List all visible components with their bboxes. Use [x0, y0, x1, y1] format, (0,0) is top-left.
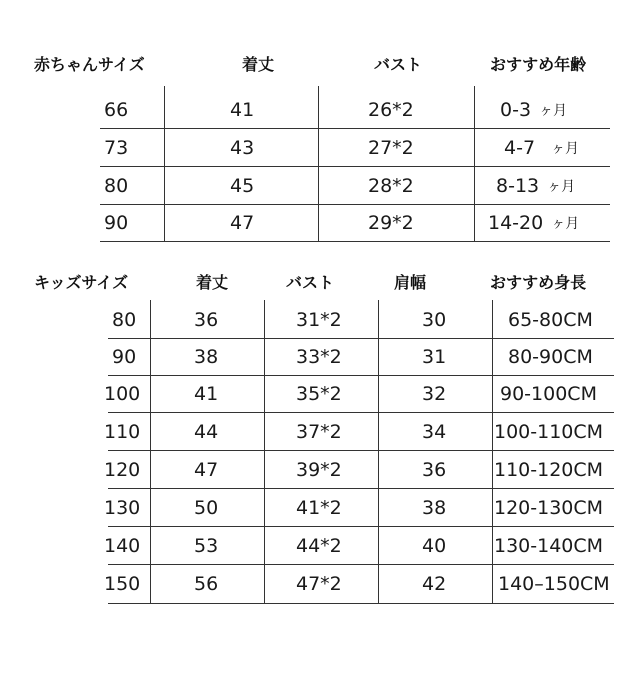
kids-shoulder-cell: 36	[422, 458, 447, 481]
table-row	[100, 205, 610, 241]
baby-age-cell	[496, 168, 575, 204]
kids-bust-cell: 31*2	[296, 309, 342, 331]
baby-age-unit: ヶ月	[551, 216, 580, 232]
table-row	[100, 451, 614, 488]
baby-row-divider	[100, 166, 610, 167]
baby-age-unit: ヶ月	[539, 103, 568, 119]
kids-length-cell: 47	[194, 458, 219, 481]
baby-length-cell: 47	[230, 212, 255, 234]
baby-row-divider	[100, 241, 610, 242]
kids-header-height: おすすめ身長	[490, 273, 587, 292]
kids-header-bust: バスト	[286, 273, 335, 292]
baby-bust-cell: 26*2	[368, 99, 414, 121]
kids-shoulder-cell: 34	[422, 420, 447, 443]
kids-height-cell: 65-80CM	[508, 309, 593, 331]
kids-shoulder-cell: 31	[422, 346, 447, 368]
baby-age-value: 8-13	[496, 175, 540, 197]
table-row	[100, 565, 614, 603]
kids-header-size: キッズサイズ	[34, 273, 129, 292]
baby-size-table	[100, 86, 610, 242]
baby-length-cell: 43	[230, 137, 255, 159]
kids-header-length: 着丈	[196, 273, 229, 292]
baby-age-cell	[500, 92, 567, 128]
kids-row-divider	[108, 603, 614, 604]
baby-age-cell	[488, 205, 579, 241]
kids-height-cell: 130-140CM	[494, 534, 604, 557]
baby-header-size: 赤ちゃんサイズ	[34, 55, 145, 74]
baby-size-cell: 90	[104, 212, 129, 234]
kids-height-cell: 80-90CM	[508, 346, 593, 368]
kids-height-cell: 120-130CM	[494, 496, 604, 519]
baby-size-cell: 66	[104, 99, 129, 121]
baby-age-unit: ヶ月	[547, 179, 576, 195]
table-row	[100, 376, 614, 412]
kids-header-shoulder: 肩幅	[394, 273, 427, 292]
baby-bust-cell: 28*2	[368, 175, 414, 197]
baby-age-cell	[504, 130, 579, 166]
kids-size-cell: 130	[104, 496, 141, 519]
kids-bust-cell: 33*2	[296, 346, 342, 368]
baby-size-cell: 80	[104, 175, 129, 197]
kids-height-cell: 110-120CM	[494, 458, 604, 481]
kids-size-cell: 140	[104, 534, 141, 557]
baby-length-cell: 41	[230, 99, 255, 121]
kids-shoulder-cell: 32	[422, 383, 447, 405]
kids-size-cell: 90	[112, 346, 137, 368]
table-row	[100, 92, 610, 128]
table-row	[100, 302, 614, 338]
kids-bust-cell: 39*2	[296, 458, 342, 481]
kids-size-cell: 80	[112, 309, 137, 331]
kids-length-cell: 38	[194, 346, 219, 368]
table-row	[100, 413, 614, 450]
baby-age-value: 14-20	[488, 212, 544, 234]
kids-length-cell: 41	[194, 383, 219, 405]
baby-age-value: 0-3	[500, 99, 532, 121]
baby-age-value: 4-7	[504, 137, 536, 159]
kids-length-cell: 53	[194, 534, 219, 557]
kids-bust-cell: 35*2	[296, 383, 342, 405]
baby-bust-cell: 29*2	[368, 212, 414, 234]
kids-height-cell: 100-110CM	[494, 420, 604, 443]
kids-length-cell: 36	[194, 309, 219, 331]
kids-shoulder-cell: 40	[422, 534, 447, 557]
table-row	[100, 527, 614, 564]
kids-length-cell: 50	[194, 496, 219, 519]
kids-size-cell: 110	[104, 420, 141, 443]
baby-header-age: おすすめ年齢	[490, 55, 587, 74]
kids-shoulder-cell: 30	[422, 309, 447, 331]
baby-length-cell: 45	[230, 175, 255, 197]
kids-bust-cell: 41*2	[296, 496, 342, 519]
kids-bust-cell: 37*2	[296, 420, 342, 443]
kids-size-table	[100, 300, 614, 604]
baby-header-length: 着丈	[242, 55, 275, 74]
kids-bust-cell: 44*2	[296, 534, 342, 557]
baby-size-cell: 73	[104, 137, 129, 159]
kids-height-cell: 140–150CM	[498, 573, 610, 595]
baby-bust-cell: 27*2	[368, 137, 414, 159]
kids-length-cell: 56	[194, 573, 219, 595]
kids-size-cell: 100	[104, 383, 141, 405]
kids-size-cell: 120	[104, 458, 141, 481]
baby-header-bust: バスト	[374, 55, 423, 74]
table-row	[100, 489, 614, 526]
kids-height-cell: 90-100CM	[500, 383, 597, 405]
kids-bust-cell: 47*2	[296, 573, 342, 595]
table-row	[100, 339, 614, 375]
baby-row-divider	[100, 128, 610, 129]
table-row	[100, 130, 610, 166]
kids-length-cell: 44	[194, 420, 219, 443]
baby-age-unit: ヶ月	[551, 141, 580, 157]
table-row	[100, 168, 610, 204]
kids-size-cell: 150	[104, 573, 141, 595]
kids-shoulder-cell: 42	[422, 573, 447, 595]
kids-shoulder-cell: 38	[422, 496, 447, 519]
